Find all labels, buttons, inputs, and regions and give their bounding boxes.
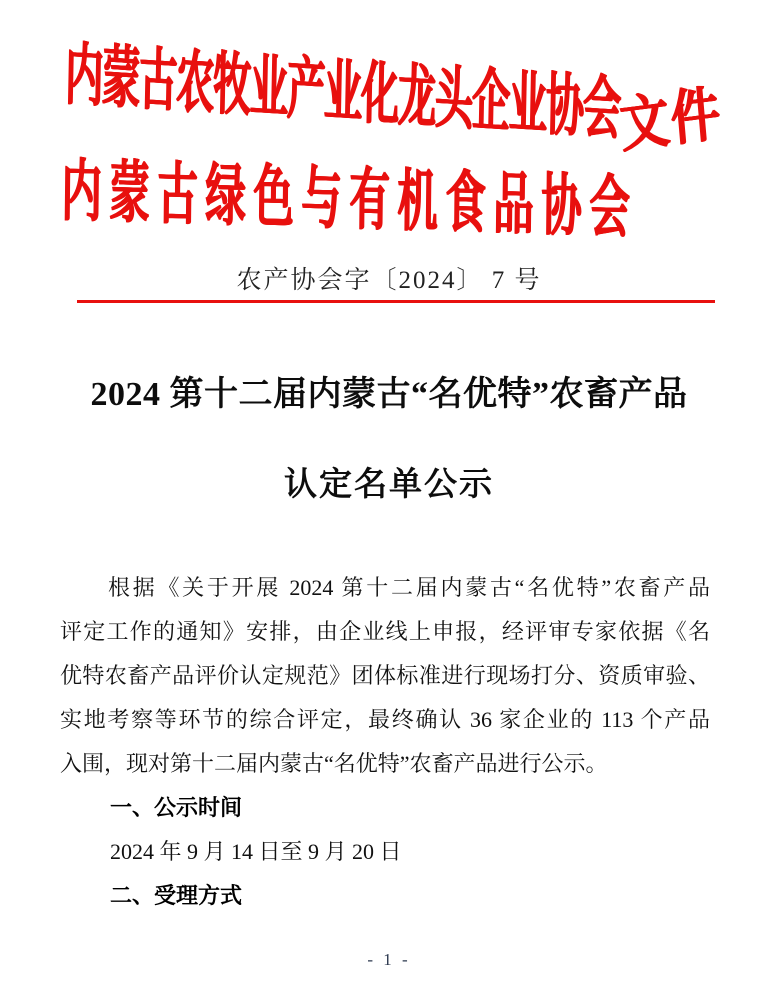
document-body: [60, 566, 710, 918]
document-title-line-2: 认定名单公示: [284, 467, 494, 503]
publicity-period-dates: 2024 年 9 月 14 日至 9 月 20 日: [110, 839, 402, 864]
letterhead-divider-rule: [77, 300, 715, 303]
letterhead-org-name-2: 内蒙古绿色与有机食品协会: [61, 152, 638, 247]
paragraph-line: 入围，现对第十二届内蒙古“名优特”农畜产品进行公示。: [60, 751, 608, 776]
letterhead-org-name-1: 内蒙古农牧业产业化龙头企业协会: [64, 38, 621, 149]
document-reference-number: 农产协会字〔2024〕 7 号: [236, 267, 542, 294]
paragraph-line: 实地考察等环节的综合评定，最终确认 36 家企业的 113 个产品: [60, 707, 710, 732]
paragraph-line: 根据《关于开展 2024 第十二届内蒙古“名优特”农畜产品: [108, 575, 710, 600]
page-number: - 1 -: [367, 950, 411, 969]
section-heading-publicity-period: 一、公示时间: [110, 795, 243, 820]
letterhead-doc-type-label: 文件: [617, 81, 725, 161]
document-title-line-1: 2024 第十二届内蒙古“名优特”农畜产品: [90, 376, 688, 413]
section-heading-acceptance-method: 二、受理方式: [110, 883, 243, 908]
paragraph-line: 评定工作的通知》安排，由企业线上申报，经评审专家依据《名: [60, 619, 710, 644]
paragraph-line: 优特农畜产品评价认定规范》团体标准进行现场打分、资质审验、: [60, 663, 710, 688]
